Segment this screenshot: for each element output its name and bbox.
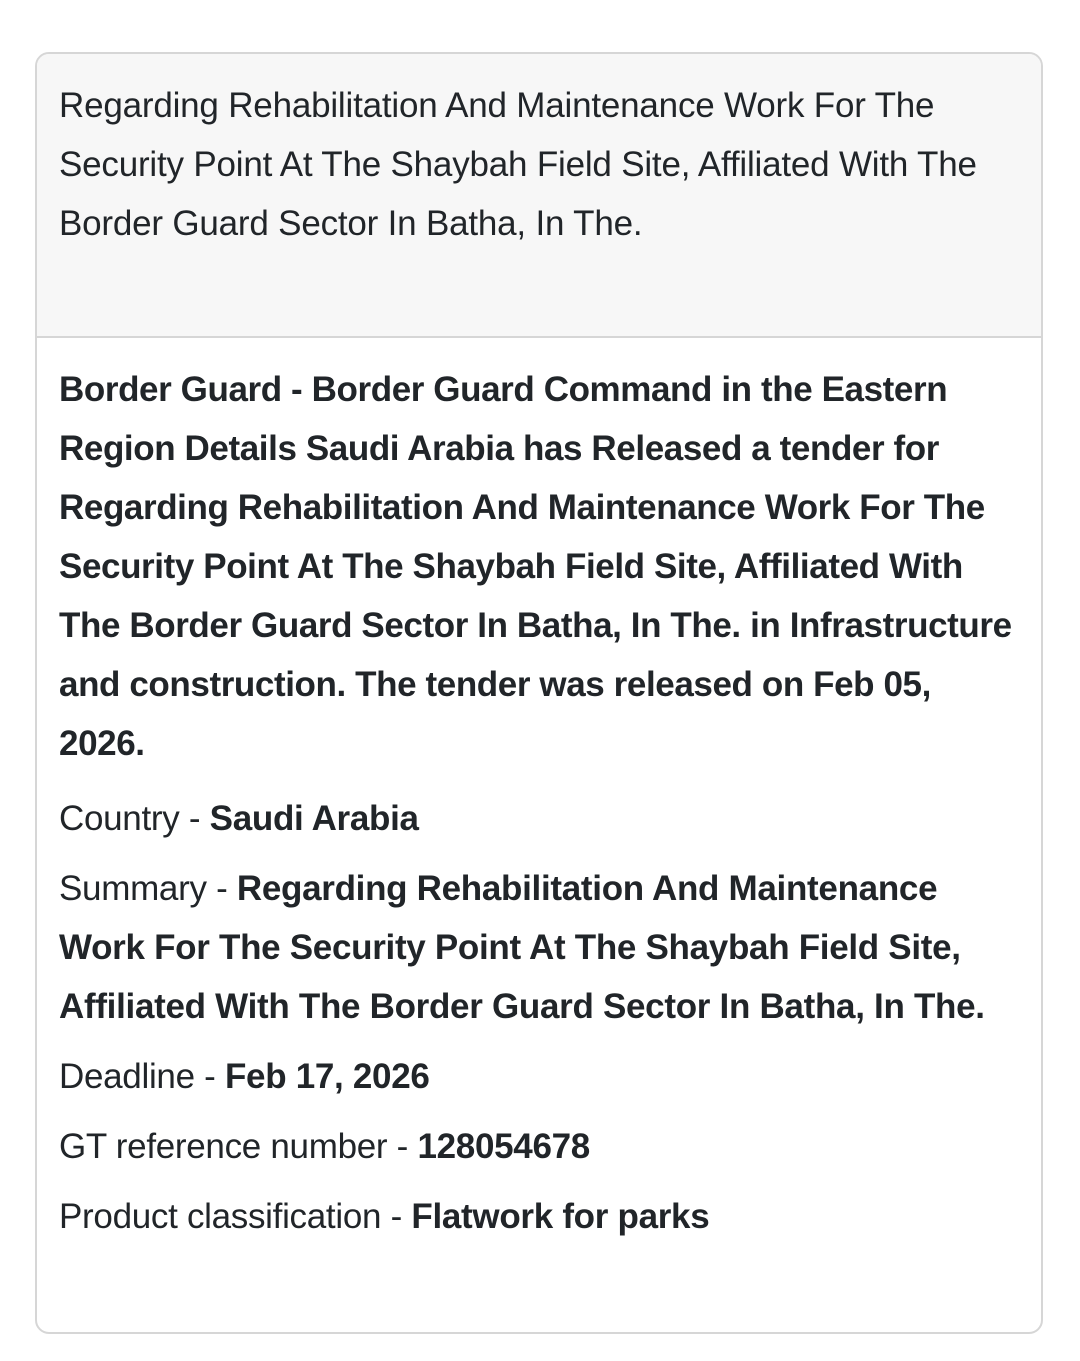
tender-title-header	[37, 54, 1041, 338]
field-product-classification	[59, 1187, 1019, 1246]
tender-description	[59, 360, 1019, 773]
field-label: GT reference number -	[59, 1127, 418, 1166]
description-suffix: in Infrastructure and construction. The tender was released on Feb 05, 2026.	[59, 606, 1012, 763]
tender-card	[35, 52, 1043, 1334]
description-prefix: Border Guard - Border Guard Command in the Eastern Region Details Saudi Arabia has Released a tender for	[59, 370, 948, 468]
field-value: Regarding Rehabilitation And Maintenance Work For The Security Point At The Shaybah Field Site, Affiliated With The Border Guard Sector In Batha, In The.	[59, 869, 985, 1026]
field-country	[59, 789, 1019, 848]
tender-title: Regarding Rehabilitation And Maintenance Work For The Security Point At The Shaybah Field Site, Affiliated With The Border Guard Sector In Batha, In The.	[59, 86, 977, 243]
field-value: Feb 17, 2026	[224, 1057, 430, 1096]
field-label: Deadline -	[59, 1057, 225, 1096]
description-tender-title: Regarding Rehabilitation And Maintenance Work For The Security Point At The Shaybah Field Site, Affiliated With The Border Guard Sector In Batha, In The.	[59, 488, 985, 645]
field-label: Summary -	[59, 869, 237, 908]
field-deadline	[59, 1047, 1019, 1106]
field-value: Flatwork for parks	[411, 1197, 710, 1236]
field-value: 128054678	[417, 1127, 590, 1166]
tender-details	[37, 338, 1041, 1246]
field-gt-reference-number	[59, 1117, 1019, 1176]
field-summary	[59, 859, 1019, 1036]
field-value: Saudi Arabia	[209, 799, 419, 838]
field-label: Product classification -	[59, 1197, 412, 1236]
field-label: Country -	[59, 799, 210, 838]
